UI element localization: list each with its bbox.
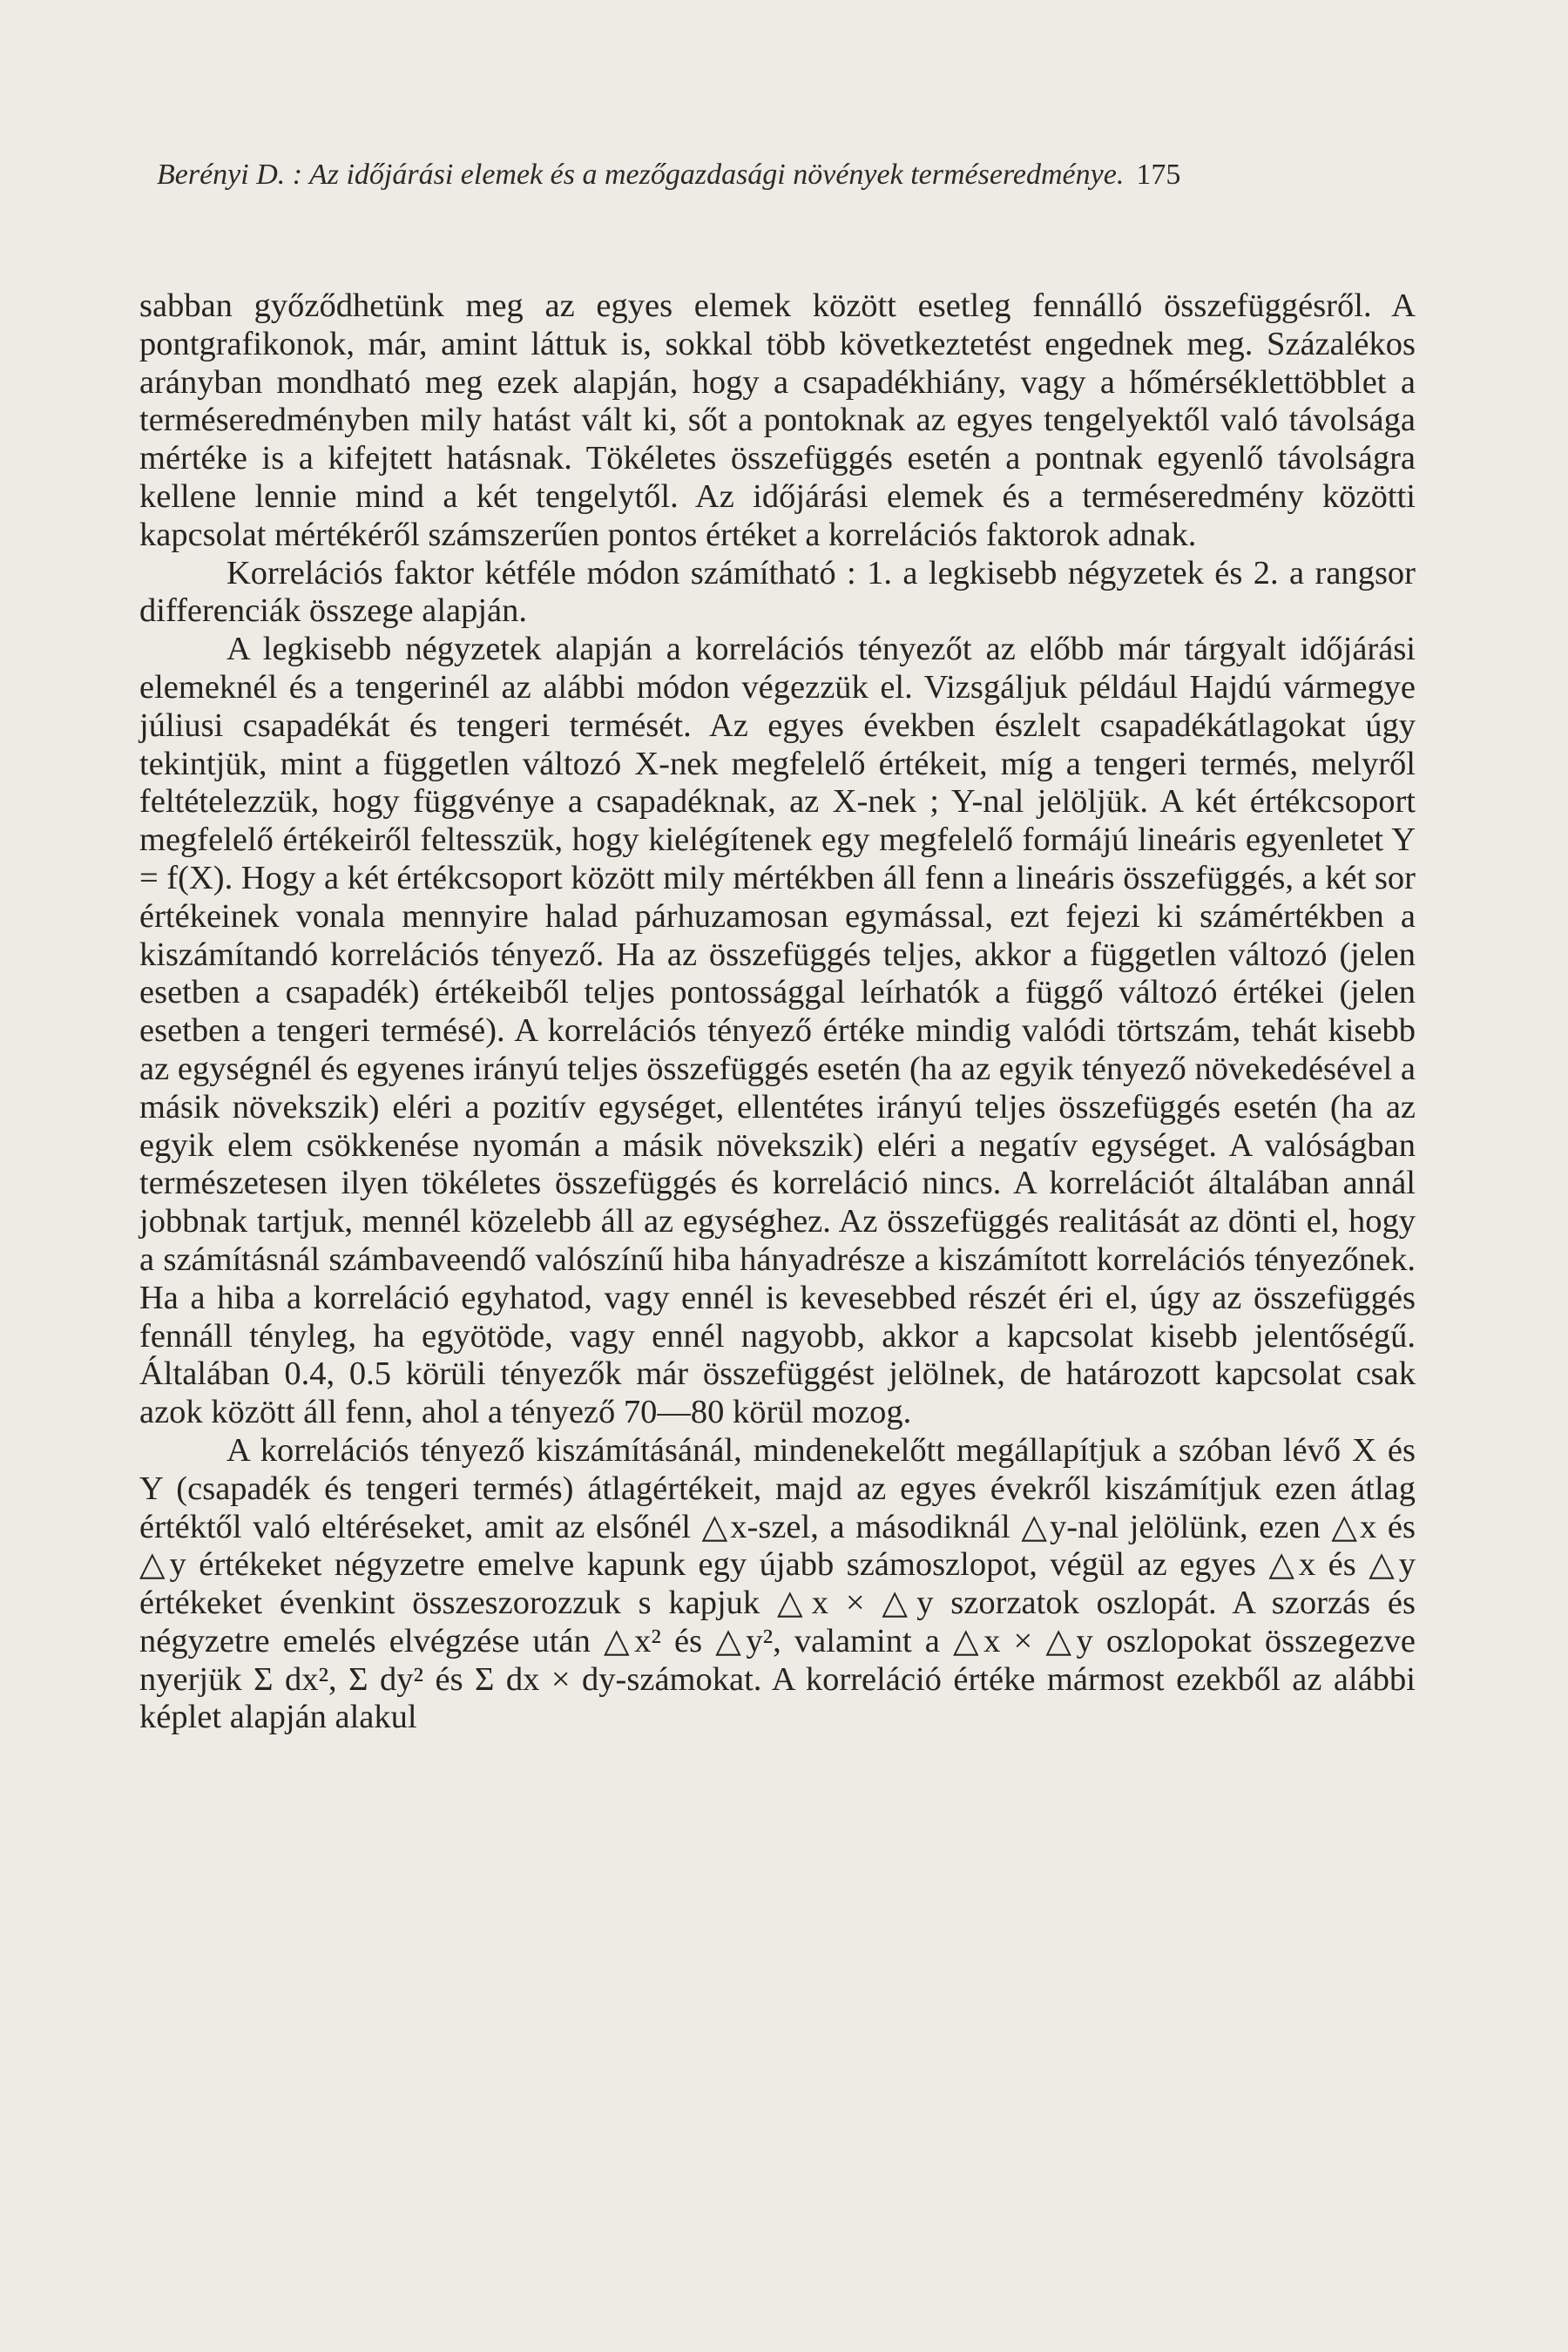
running-title: Berényi D. : Az időjárási elemek és a mezőgazdasági növények terméseredménye.: [157, 159, 1125, 191]
page-number: 175: [1136, 159, 1181, 191]
paragraph: A korrelációs tényező kiszámításánál, mindenekelőtt megállapítjuk a szóban lévő X és Y (csapadék és tengeri termés) átlagértékeit, majd az egyes évekről kiszámítjuk ezen átlag értéktől való eltéréseket, amit az elsőnél △x-szel, a másodiknál △y-nal jelölünk, ezen △x és △y értékeket négyzetre emelve kapunk egy újabb számoszlopot, végül az egyes △x és △y értékeket évenkint összeszorozzuk s kapjuk △x × △y szorzatok oszlopát. A szorzás és négyzetre emelés elvégzése után △x² és △y², valamint a △x × △y oszlopokat összegezve nyerjük Σ dx², Σ dy² és Σ dx × dy-számokat. A korreláció értéke mármost ezekből az alábbi képlet alapján alakul: [139, 1431, 1416, 1736]
paragraph: A legkisebb négyzetek alapján a korrelációs tényezőt az előbb már tárgyalt időjárási elemeknél és a tengerinél az alábbi módon végezzük el. Vizsgáljuk például Hajdú vármegye júliusi csapadékát és tengeri termését. Az egyes években észlelt csapadékátlagokat úgy tekintjük, mint a független változó X-nek megfelelő értékeit, míg a tengeri termés, melyről feltételezzük, hogy függvénye a csapadéknak, az X-nek ; Y-nal jelöljük. A két értékcsoport megfelelő értékeiről feltesszük, hogy kielégítenek egy megfelelő formájú lineáris egyenletet Y = f(X). Hogy a két értékcsoport között mily mértékben áll fenn a lineáris összefüggés, a két sor értékeinek vonala mennyire halad párhuzamosan egymással, ezt fejezi ki számértékben a kiszámítandó korrelációs tényező. Ha az összefüggés teljes, akkor a független változó (jelen esetben a csapadék) értékeiből teljes pontossággal leírhatók a függő változó értékei (jelen esetben a tengeri termésé). A korrelációs tényező értéke mindig valódi törtszám, tehát kisebb az egységnél és egyenes irányú teljes összefüggés esetén (ha az egyik tényező növekedésével a másik növekszik) eléri a pozitív egységet, ellentétes irányú teljes összefüggés esetén (ha az egyik elem csökkenése nyomán a másik növekszik) eléri a negatív egységet. A valóságban természetesen ilyen tökéletes összefüggés és korreláció nincs. A korrelációt általában annál jobbnak tartjuk, mennél közelebb áll az egységhez. Az összefüggés realitását az dönti el, hogy a számításnál számbaveendő valószínű hiba hányadrésze a kiszámított korrelációs tényezőnek. Ha a hiba a korreláció egyhatod, vagy ennél is kevesebbed részét éri el, úgy az összefüggés fennáll tényleg, ha egyötöde, vagy ennél nagyobb, akkor a kapcsolat kisebb jelentőségű. Általában 0.4, 0.5 körüli tényezők már összefüggést jelölnek, de határozott kapcsolat csak azok között áll fenn, ahol a tényező 70—80 körül mozog.: [139, 631, 1416, 1431]
paragraph: Korrelációs faktor kétféle módon számítható : 1. a legkisebb négyzetek és 2. a rangsor differenciák összege alapján.: [139, 554, 1416, 630]
paragraph: sabban győződhetünk meg az egyes elemek között esetleg fennálló összefüggésről. A pontgrafikonok, már, amint láttuk is, sokkal több következtetést engednek meg. Százalékos arányban mondható meg ezek alapján, hogy a csapadékhiány, vagy a hőmérséklettöbblet a terméseredményben mily hatást vált ki, sőt a pontoknak az egyes tengelyektől való távolsága mértéke is a kifejtett hatásnak. Tökéletes összefüggés esetén a pontnak egyenlő távolságra kellene lennie mind a két tengelytől. Az időjárási elemek és a terméseredmény közötti kapcsolat mértékéről számszerűen pontos értéket a korrelációs faktorok adnak.: [139, 287, 1416, 553]
running-header: [157, 159, 1420, 192]
body-text: [139, 287, 1416, 1737]
